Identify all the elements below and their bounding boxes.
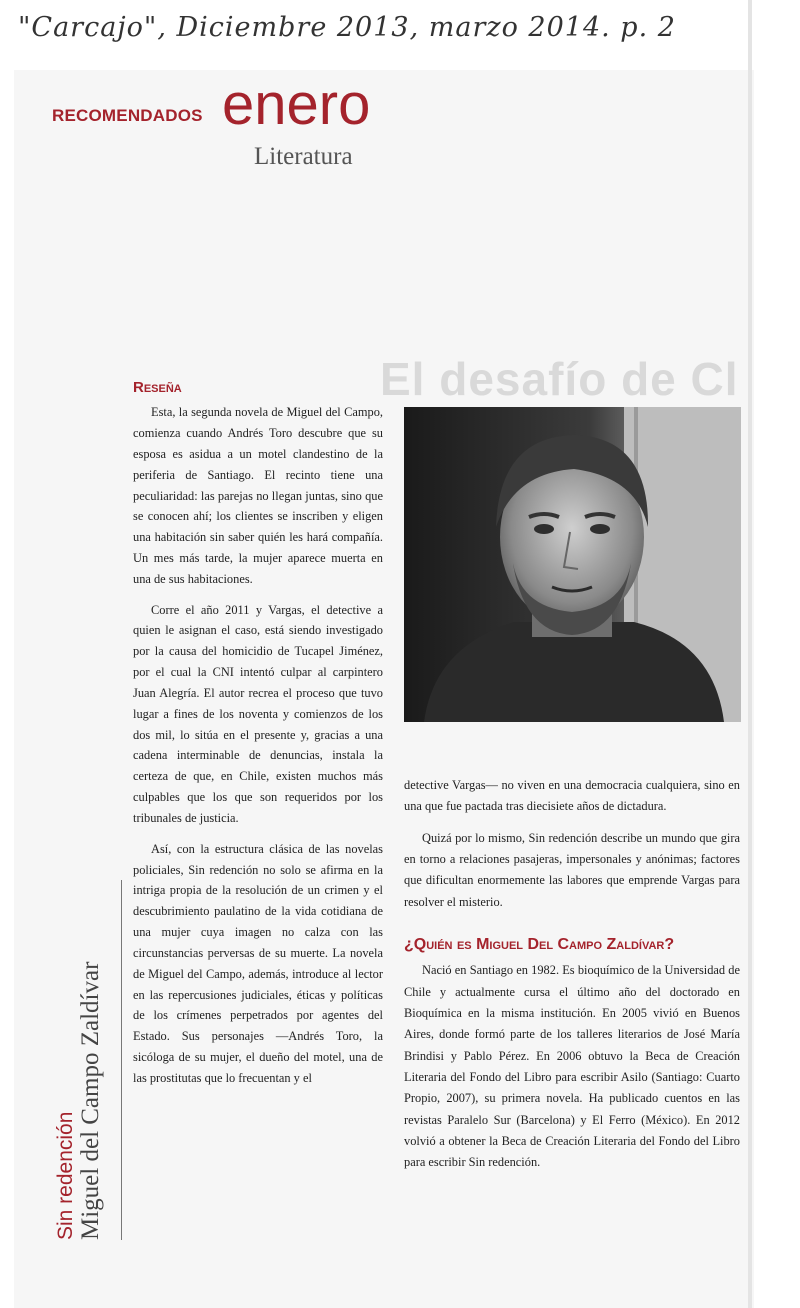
author-portrait-image (404, 407, 741, 722)
review-column (133, 375, 383, 1099)
recommended-label: RECOMENDADOS (52, 106, 203, 125)
book-author: Miguel del Campo Zaldívar (77, 961, 105, 1240)
author-heading: ¿Quién es Miguel Del Campo Zaldívar? (404, 935, 675, 953)
author-photo (404, 407, 741, 722)
book-vertical-title (54, 962, 106, 1240)
review-continuation-paragraph: Quizá por lo mismo, Sin redención describe un mundo que gira en torno a relaciones pasajeras, impersonales y anónimas; factores que dificultan enormemente las labores que emprende Vargas para resolver el misterio. (404, 830, 740, 909)
review-continuation-column (404, 775, 740, 1184)
review-heading: Reseña (133, 379, 182, 396)
faded-background-title: El desafío de Cl (380, 353, 739, 405)
author-bio-text: Nació en Santiago en 1982. Es bioquímico de la Universidad de Chile y actualmente cursa el último año del doctorado en Bioquímica en la misma institución. En 2005 vivió en Buenos Aires, donde formó parte de los talleres literarios de José María Brindisi y Pablo Pérez. En 2006 obtuvo la Beca de Creación Literaria del Fondo del Libro para escribir Asilo (Santiago: Cuarto Propio, 2007), su primera novela. Ha publicado cuentos en las revistas Paralelo Sur (Barcelona) y El Ferro (México). En 2012 volvió a obtener la Beca de Creación Literaria del Fondo del Libro para escribir Sin redención. (404, 963, 740, 1170)
vertical-divider (121, 880, 122, 1240)
section-name: Literatura (254, 143, 353, 170)
handwritten-note: "Carcajo", Diciembre 2013, marzo 2014. p. 2 (18, 12, 676, 43)
book-title: Sin redención (54, 1111, 77, 1240)
review-paragraph: Esta, la segunda novela de Miguel del Campo, comienza cuando Andrés Toro descubre que su esposa es asidua a un motel clandestino de la periferia de Santiago. El recinto tiene una peculiaridad: las parejas no llegan juntas, sino que se conocen ahí; los clientes se inscriben y eligen una habitación sin saber quién les hará compañía. Un mes más tarde, la mujer aparece muerta en una de sus habitaciones. (133, 405, 383, 586)
review-paragraph: Así, con la estructura clásica de las novelas policiales, Sin redención no solo se afirma en la intriga propia de la resolución de un crimen y el descubrimiento paulatino de la vida cotidiana de una mujer cuya imagen no calza con las circunstancias perversas de su muerte. La novela de Miguel del Campo, además, introduce al lector en las repercusiones judiciales, éticas y políticas de los crímenes perpetrados por agentes del Estado. Sus personajes —Andrés Toro, la sicóloga de su mujer, el dueño del motel, una de las prostitutas que lo frecuentan y el (133, 841, 383, 1085)
page-edge (748, 0, 752, 1308)
month-title: enero (222, 72, 371, 137)
review-continuation-paragraph: detective Vargas— no viven en una democracia cualquiera, sino en una que fue pactada tras diecisiete años de dictadura. (404, 778, 740, 814)
review-paragraph: Corre el año 2011 y Vargas, el detective a quien le asignan el caso, está siendo investigado por la causa del homicidio de Tucapel Jiménez, por el cual la CNI intentó culpar al carpintero Juan Alegría. El autor recrea el proceso que tuvo lugar a fines de los noventa y comienzos de los dos mil, lo sitúa en el presente y, gracias a una cadena interminable de denuncias, instala la certeza de que, en Chile, existen muchos más culpables que los que son requeridos por los tribunales de justicia. (133, 602, 383, 825)
